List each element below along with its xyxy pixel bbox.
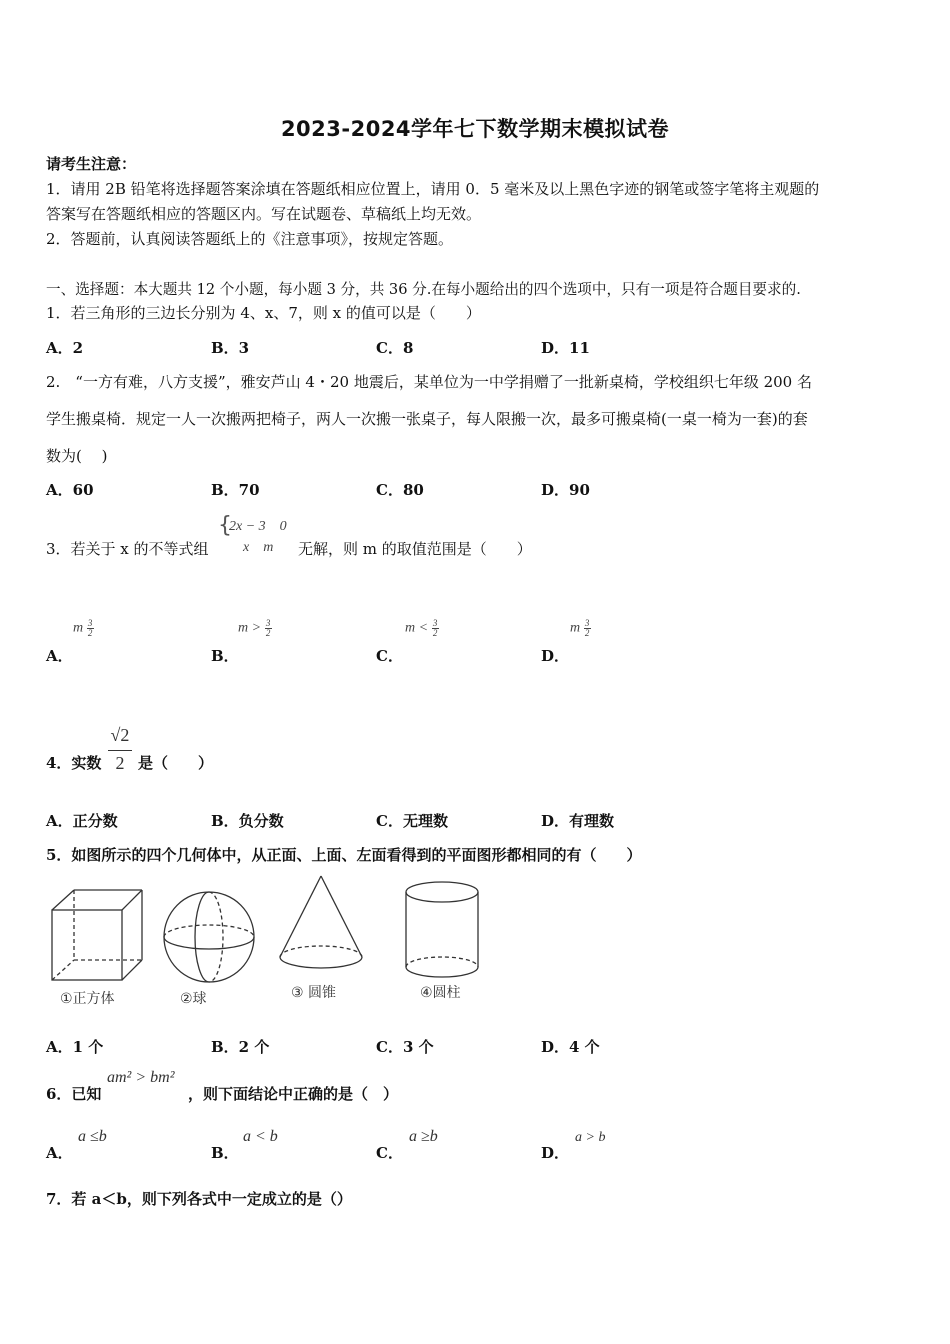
q6-option-a-expr: a ≤b xyxy=(78,1128,107,1145)
q1-option-c[interactable]: C．8 xyxy=(376,339,414,357)
q1-option-b[interactable]: B．3 xyxy=(211,339,250,357)
q2-option-b[interactable]: B．70 xyxy=(211,481,260,499)
q3-option-b[interactable]: B． xyxy=(211,647,239,665)
q6-option-b[interactable]: B． xyxy=(211,1144,239,1162)
q3-option-d[interactable]: D． xyxy=(541,647,570,665)
figure-label-cube: ①正方体 xyxy=(60,991,115,1007)
q3-option-a-expr: m $\frac{3}{2}$ xyxy=(73,618,93,638)
q5-option-c[interactable]: C．3 个 xyxy=(376,1038,434,1056)
q6-option-d[interactable]: D． xyxy=(541,1144,570,1162)
q3-option-b-expr: m > $\frac{3}{2}$ xyxy=(238,618,271,638)
q3-system-line-2: x m xyxy=(243,540,274,555)
sphere-icon xyxy=(164,892,254,982)
three-halves-fraction: $\frac{3}{2}$ xyxy=(584,618,590,638)
q3-system-line-1: 2x − 3 0 xyxy=(229,519,287,534)
q6-option-a[interactable]: A． xyxy=(46,1144,73,1162)
question-7-stem: 7．若 a＜b，则下列各式中一定成立的是（） xyxy=(46,1190,352,1208)
q1-option-a[interactable]: A．2 xyxy=(46,339,84,357)
q2-option-c[interactable]: C．80 xyxy=(376,481,424,499)
q4-option-a[interactable]: A．正分数 xyxy=(46,812,118,830)
notice-line-1a: 1．请用 2B 铅笔将选择题答案涂填在答题纸相应位置上，请用 0．5 毫米及以上黑色字迹的钢笔或签字笔将主观题的 xyxy=(46,180,820,198)
q3-option-c[interactable]: C． xyxy=(376,647,403,665)
q2-option-a[interactable]: A．60 xyxy=(46,481,94,499)
notice-heading: 请考生注意： xyxy=(46,155,137,173)
cube-icon xyxy=(52,890,142,980)
question-6-stem-pre: 6．已知 xyxy=(46,1085,102,1103)
q6-option-c-expr: a ≥b xyxy=(409,1128,438,1145)
q5-option-d[interactable]: D．4 个 xyxy=(541,1038,600,1056)
q4-fraction-numerator: √2 xyxy=(110,725,130,745)
cone-icon xyxy=(280,876,362,968)
question-5-stem: 5．如图所示的四个几何体中，从正面、上面、左面看得到的平面图形都相同的有（ ） xyxy=(46,846,642,864)
three-halves-fraction: $\frac{3}{2}$ xyxy=(265,618,271,638)
question-2-line-1: 2. “一方有难，八方支援”，雅安芦山 4・20 地震后，某单位为一中学捐赠了一批新桌椅，学校组织七年级 200 名 xyxy=(46,373,812,391)
q4-fraction-denominator: 2 xyxy=(115,753,125,773)
three-halves-fraction: $\frac{3}{2}$ xyxy=(87,618,93,638)
q6-condition-expr: am² > bm² xyxy=(107,1069,175,1086)
q6-option-d-expr: a > b xyxy=(575,1130,606,1145)
q4-option-c[interactable]: C．无理数 xyxy=(376,812,448,830)
figure-label-cone: ③ 圆锥 xyxy=(291,985,337,1001)
q3-option-a[interactable]: A． xyxy=(46,647,73,665)
q6-option-c[interactable]: C． xyxy=(376,1144,403,1162)
q4-option-d[interactable]: D．有理数 xyxy=(541,812,615,830)
figure-label-cylinder: ④圆柱 xyxy=(420,985,461,1001)
q3-option-d-expr: m $\frac{3}{2}$ xyxy=(570,618,590,638)
q1-option-d[interactable]: D．11 xyxy=(541,339,590,357)
page-title: 2023-2024学年七下数学期末模拟试卷 xyxy=(280,117,670,141)
figure-label-sphere: ②球 xyxy=(180,991,207,1007)
q4-fraction-bar xyxy=(108,750,132,751)
q4-option-b[interactable]: B．负分数 xyxy=(211,812,284,830)
q5-option-b[interactable]: B．2 个 xyxy=(211,1038,270,1056)
q6-option-b-expr: a < b xyxy=(243,1128,278,1145)
section-heading: 一、选择题：本大题共 12 个小题，每小题 3 分，共 36 分.在每小题给出的四个选项中，只有一项是符合题目要求的. xyxy=(46,281,801,298)
question-3-stem-pre: 3．若关于 x 的不等式组 xyxy=(46,540,209,558)
question-1-stem: 1．若三角形的三边长分别为 4、x、7，则 x 的值可以是（ ） xyxy=(46,304,481,322)
cylinder-icon xyxy=(406,882,478,977)
three-halves-fraction: $\frac{3}{2}$ xyxy=(432,618,438,638)
q3-option-c-expr: m < $\frac{3}{2}$ xyxy=(405,618,438,638)
q5-option-a[interactable]: A．1 个 xyxy=(46,1038,104,1056)
question-4-stem-post: 是（ ） xyxy=(138,754,214,772)
question-4-stem-pre: 4．实数 xyxy=(46,754,102,772)
notice-line-1b: 答案写在答题纸相应的答题区内。写在试题卷、草稿纸上均无效。 xyxy=(46,205,482,223)
question-2-line-2: 学生搬桌椅．规定一人一次搬两把椅子，两人一次搬一张桌子，每人限搬一次，最多可搬桌椅(一桌一椅为一套)的套 xyxy=(46,410,808,428)
notice-line-2: 2．答题前，认真阅读答题纸上的《注意事项》，按规定答题。 xyxy=(46,230,454,248)
q2-option-d[interactable]: D．90 xyxy=(541,481,590,499)
brace-icon: { xyxy=(218,513,232,538)
question-3-stem-post: 无解，则 m 的取值范围是（ ） xyxy=(298,540,532,558)
q5-figure xyxy=(44,872,486,1012)
question-2-line-3: 数为( ) xyxy=(46,447,108,465)
question-6-stem-post: ，则下面结论中正确的是（ ） xyxy=(188,1085,399,1103)
